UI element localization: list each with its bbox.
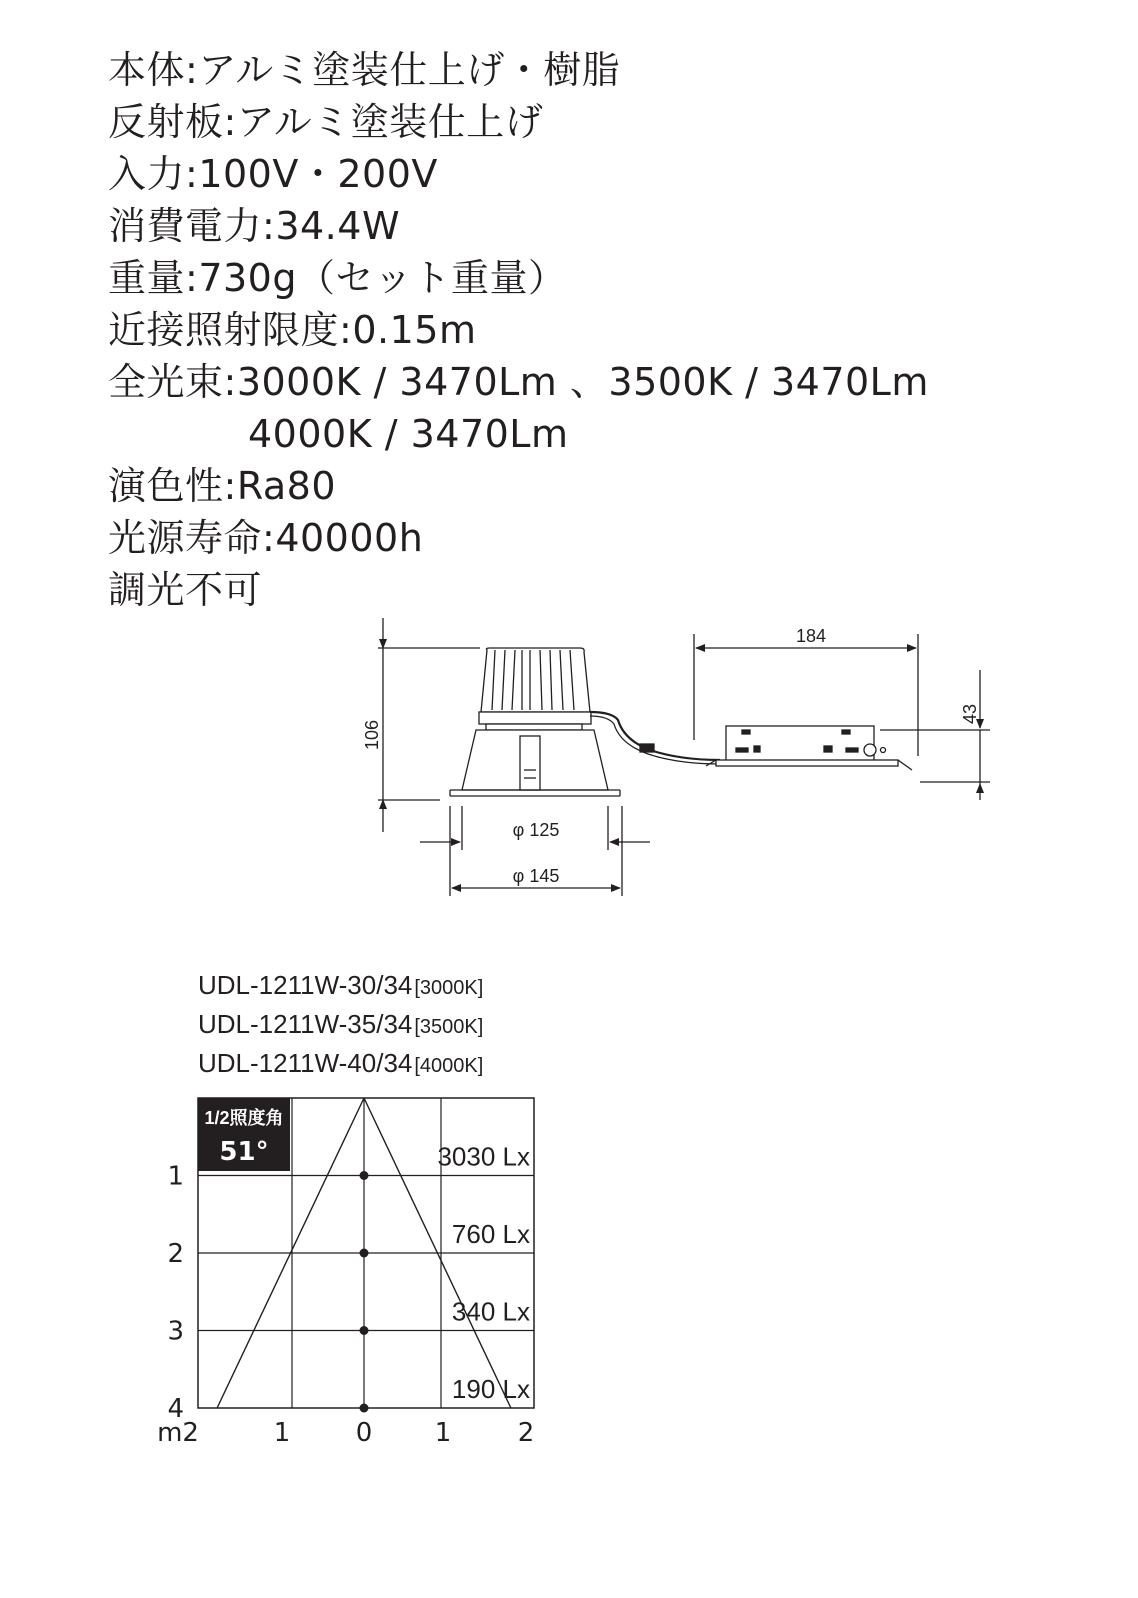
model-name-1: UDL-1211W-30/34 [3000K] (198, 970, 484, 1000)
heat-sink (479, 648, 591, 730)
cable-connector (640, 744, 654, 752)
spec-weight: 重量:730g（セット重量） (108, 256, 567, 300)
measure-point-3 (360, 1326, 369, 1335)
lux-label-1: 3030 Lx (437, 1141, 530, 1172)
measure-point-2 (360, 1249, 369, 1258)
spec-reflector: 反射板:アルミ塗装仕上げ (108, 100, 544, 144)
x-tick-2: 0 (355, 1418, 373, 1448)
x-tick-4: 2 (517, 1418, 535, 1448)
model-list (198, 970, 483, 1078)
spec-min-distance: 近接照射限度:0.15m (108, 308, 477, 352)
lux-label-2: 760 Lx (451, 1219, 530, 1249)
half-angle-label: 1/2照度角 (204, 1108, 284, 1128)
power-cable (590, 712, 720, 760)
half-angle-value: 51° (219, 1137, 269, 1167)
outer-label: φ 145 (512, 866, 560, 886)
model-name-2: UDL-1211W-35/34 [3500K] (198, 1009, 484, 1039)
spec-luminous-flux: 全光束:3000K / 3470Lm 、3500K / 3470Lm (108, 360, 929, 404)
measure-point-4 (360, 1404, 369, 1413)
lux-label-3: 340 Lx (451, 1296, 530, 1327)
box-height-label: 43 (960, 703, 980, 725)
cutout-label: φ 125 (512, 820, 560, 840)
spec-lifetime: 光源寿命:40000h (108, 516, 424, 560)
spec-power: 消費電力:34.4W (108, 204, 401, 248)
height-label: 106 (362, 719, 382, 751)
spec-body: 本体:アルミ塗装仕上げ・樹脂 (108, 48, 621, 92)
spec-luminous-flux-cont: 4000K / 3470Lm (248, 412, 569, 456)
spec-dimming: 調光不可 (108, 568, 263, 612)
y-tick-2: 2 (167, 1239, 184, 1269)
y-tick-3: 3 (167, 1316, 184, 1347)
y-tick-1: 1 (167, 1161, 184, 1192)
y-tick-4: 4 (167, 1394, 184, 1424)
measure-point-1 (360, 1171, 369, 1180)
length-label: 184 (795, 626, 827, 646)
lux-label-4: 190 Lx (451, 1374, 530, 1404)
spec-input: 入力:100V・200V (108, 152, 438, 196)
spec-cri: 演色性:Ra80 (108, 464, 337, 508)
model-name-3: UDL-1211W-40/34 [4000K] (198, 1048, 484, 1078)
power-cable-inner (590, 716, 720, 764)
dimension-drawing (378, 618, 990, 896)
x-tick-0: m2 (157, 1418, 199, 1448)
reflector (450, 730, 620, 796)
x-tick-3: 1 (434, 1418, 452, 1448)
x-tick-1: 1 (273, 1418, 291, 1448)
terminal-box (706, 726, 912, 770)
